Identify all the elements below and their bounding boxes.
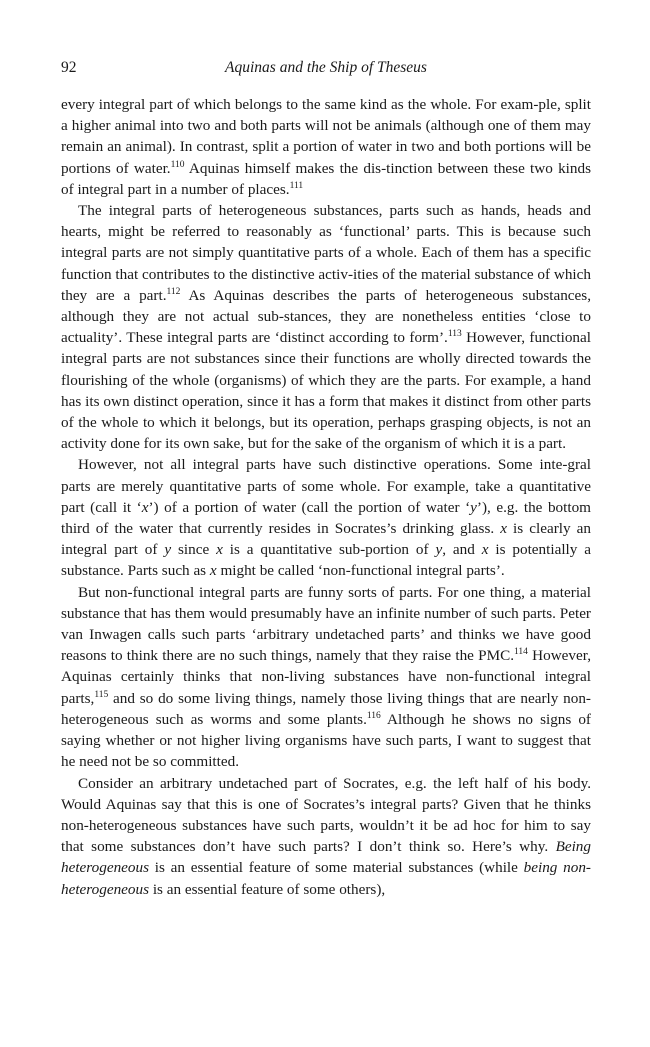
text-run: every integral part of which belongs to the same kind as the whole. For exam-ple, split a higher animal into two and both parts will not be animals (although one of them may remain an animal). In contrast, split a portion of water in two and both portions will be portions of water. xyxy=(61,96,591,177)
footnote-marker: 113 xyxy=(447,329,462,340)
footnote-marker: 116 xyxy=(366,710,381,721)
italic-text: y xyxy=(435,541,443,559)
text-run: is an essential feature of some material substances (while xyxy=(149,859,524,877)
text-run: However, Aquinas certainly thinks that non-living substances have non-functional integral parts, xyxy=(61,647,591,707)
footnote-marker: 111 xyxy=(289,180,304,191)
text-run: and so do some living things, namely those living things that are nearly non-heterogeneous such as worms and some plants. xyxy=(61,689,591,728)
text-run: The integral parts of heterogeneous substances, parts such as hands, heads and hearts, might be referred to reasonably as ‘functional’ parts. This is because such integral parts are not simply quantitative parts of a whole. Each of them has a specific function that contributes to the distinctive activ-ities of the material substance of which they are a part. xyxy=(61,202,591,304)
paragraph xyxy=(61,582,591,773)
paragraph xyxy=(61,773,591,900)
text-run: Consider an arbitrary undetached part of Socrates, e.g. the left half of his body. Would Aquinas say that this is one of Socrates’s integral parts? Given that he thinks non-heterogeneous substances have such parts, wouldn’t it be ad hoc for him to say that some substances don’t have such parts? I don’t think so. Here’s why. xyxy=(61,774,591,856)
text-run: Although he shows no signs of saying whether or not higher living organisms have such parts, I want to suggest that he need not be so committed. xyxy=(61,710,591,771)
text-run: However, functional integral parts are not substances since their functions are wholly directed towards the flourishing of the whole (organisms) of which they are the parts. For example, a hand has its own distinct operation, since it has a form that makes it distinct from other parts of the whole to which it belongs, but its operation, perhaps grasping objects, is not an activity done for its own sake, but for the sake of the organism of which it is a part. xyxy=(61,329,591,453)
footnote-marker: 114 xyxy=(514,647,528,658)
text-run: ’), e.g. the bottom third of the water that currently resides in Socrates’s drinking glass. xyxy=(61,498,591,538)
footnote-marker: 115 xyxy=(94,689,109,700)
italic-text: x xyxy=(141,498,149,516)
book-page xyxy=(61,56,591,900)
text-run: is clearly an integral part of xyxy=(61,520,591,559)
text-run: , and xyxy=(442,541,482,559)
italic-text: x xyxy=(481,541,489,559)
italic-text: x xyxy=(216,541,223,559)
text-run: As Aquinas describes the parts of heterogeneous substances, although they are not actual sub-stances, they are nonetheless entities ‘close to actuality’. These integral parts are ‘distinct according to form’. xyxy=(61,286,591,347)
paragraph xyxy=(61,94,591,200)
italic-text: x xyxy=(209,562,217,580)
footnote-marker: 110 xyxy=(170,159,185,170)
italic-text: Being heterogeneous xyxy=(61,838,591,877)
italic-text: y xyxy=(164,541,172,559)
running-title: Aquinas and the Ship of Theseus xyxy=(225,59,427,76)
text-run: since xyxy=(171,541,217,559)
italic-text: y xyxy=(470,498,477,516)
text-run: is an essential feature of some others), xyxy=(149,880,386,898)
text-run: might be called ‘non-functional integral parts’. xyxy=(216,562,505,580)
running-head xyxy=(61,56,591,80)
text-run: However, not all integral parts have such distinctive operations. Some inte-gral parts are merely quantitative parts of some whole. For example, take a quantitative part (call it ‘ xyxy=(61,456,591,516)
footnote-marker: 112 xyxy=(166,286,181,297)
italic-text: being non-heterogeneous xyxy=(61,859,591,898)
text-run: ’) of a portion of water (call the portion of water ‘ xyxy=(148,498,471,516)
page-number: 92 xyxy=(61,59,77,76)
text-run: is a quantitative sub-portion of xyxy=(222,541,436,559)
body-text xyxy=(61,94,591,900)
text-run: is potentially a substance. Parts such as xyxy=(61,541,591,580)
text-run: Aquinas himself makes the dis-tinction between these two kinds of integral part in a number of places. xyxy=(61,159,591,198)
paragraph xyxy=(61,454,591,581)
italic-text: x xyxy=(500,520,507,538)
text-run: But non-functional integral parts are funny sorts of parts. For one thing, a material substance that has them would presumably have an infinite number of such parts. Peter van Inwagen calls such parts ‘arbitrary undetached parts’ and thinks we have good reasons to think there are no such things, namely that they raise the PMC. xyxy=(61,583,591,665)
paragraph xyxy=(61,200,591,454)
